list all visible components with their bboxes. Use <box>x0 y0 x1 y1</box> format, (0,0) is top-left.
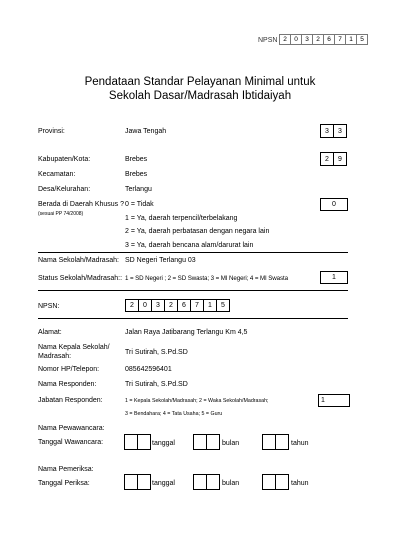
date-digit-box[interactable] <box>193 434 207 450</box>
header-npsn-digit: 6 <box>323 34 335 45</box>
provinsi-code <box>320 124 347 138</box>
status-label: Status Sekolah/Madrasah:: <box>38 275 123 282</box>
month-unit-label: bulan <box>222 440 240 447</box>
kabupaten-code-digit: 2 <box>320 152 334 166</box>
date-digit-box[interactable] <box>124 434 138 450</box>
responden-label: Nama Responden: <box>38 381 97 388</box>
jabatan-options-line2: 3 = Bendahara; 4 = Tata Usaha; 5 = Guru <box>125 411 223 417</box>
telepon-value: 085642596401 <box>125 366 172 373</box>
khusus-option: 3 = Ya, daerah bencana alam/darurat lain <box>125 242 254 249</box>
tgl-periksa-year[interactable] <box>262 474 289 490</box>
header-npsn-digit: 3 <box>301 34 313 45</box>
kepala-value: Tri Sutirah, S.Pd.SD <box>125 349 188 356</box>
tgl-wawancara-day[interactable] <box>124 434 151 450</box>
npsn-digit: 2 <box>164 299 178 312</box>
khusus-label: Berada di Daerah Khusus ? <box>38 201 124 208</box>
date-digit-box[interactable] <box>124 474 138 490</box>
sekolah-label: Nama Sekolah/Madrasah: <box>38 257 119 264</box>
provinsi-value: Jawa Tengah <box>125 128 167 135</box>
khusus-option: 1 = Ya, daerah terpencil/terbelakang <box>125 215 238 222</box>
date-digit-box[interactable] <box>137 434 151 450</box>
header-npsn-digit: 0 <box>290 34 302 45</box>
date-digit-box[interactable] <box>262 474 276 490</box>
khusus-option: 0 = Tidak <box>125 201 154 208</box>
responden-value: Tri Sutirah, S.Pd.SD <box>125 381 188 388</box>
header-npsn-digit: 2 <box>279 34 291 45</box>
date-digit-box[interactable] <box>275 474 289 490</box>
khusus-note: (sesuai PP 74/2008) <box>38 211 84 217</box>
npsn-digit: 6 <box>177 299 191 312</box>
provinsi-code-digit: 3 <box>320 124 334 138</box>
kabupaten-label: Kabupaten/Kota: <box>38 156 91 163</box>
jabatan-label: Jabatan Responden: <box>38 397 103 404</box>
date-digit-box[interactable] <box>275 434 289 450</box>
npsn-digits <box>125 299 230 312</box>
day-unit-label: tanggal <box>152 440 175 447</box>
jabatan-options-line1: 1 = Kepala Sekolah/Madrasah; 2 = Waka Sekolah/Madrasah; <box>125 398 269 404</box>
section-divider <box>38 252 348 253</box>
npsn-digit: 7 <box>190 299 204 312</box>
khusus-option: 2 = Ya, daerah perbatasan dengan negara lain <box>125 228 270 235</box>
section-divider <box>38 290 348 291</box>
tgl-wawancara-month[interactable] <box>193 434 220 450</box>
tgl-wawancara-label: Tanggal Wawancara: <box>38 439 104 446</box>
year-unit-label: tahun <box>291 480 309 487</box>
alamat-label: Alamat: <box>38 329 62 336</box>
header-npsn-digit: 1 <box>345 34 357 45</box>
header-npsn-digit: 7 <box>334 34 346 45</box>
npsn-label: NPSN: <box>38 303 60 310</box>
kabupaten-code-digit: 9 <box>333 152 347 166</box>
month-unit-label: bulan <box>222 480 240 487</box>
tgl-periksa-month[interactable] <box>193 474 220 490</box>
npsn-digit: 3 <box>151 299 165 312</box>
page-title-line2: Sekolah Dasar/Madrasah Ibtidaiyah <box>108 90 292 102</box>
kepala-label-line2: Madrasah: <box>38 353 72 360</box>
day-unit-label: tanggal <box>152 480 175 487</box>
section-divider <box>38 318 348 319</box>
sekolah-value: SD Negeri Terlangu 03 <box>125 257 196 264</box>
jabatan-value-box: 1 <box>318 394 350 407</box>
desa-label: Desa/Kelurahan: <box>38 186 91 193</box>
kepala-label-line1: Nama Kepala Sekolah/ <box>38 344 110 351</box>
status-value-box: 1 <box>320 271 348 284</box>
kabupaten-code <box>320 152 347 166</box>
npsn-digit: 5 <box>216 299 230 312</box>
khusus-value-box: 0 <box>320 198 348 211</box>
year-unit-label: tahun <box>291 440 309 447</box>
pewawancara-label: Nama Pewawancara: <box>38 425 105 432</box>
npsn-digit: 0 <box>138 299 152 312</box>
telepon-label: Nomor HP/Telepon: <box>38 366 100 373</box>
tgl-periksa-label: Tanggal Periksa: <box>38 480 90 487</box>
kabupaten-value: Brebes <box>125 156 148 163</box>
page-title-line1: Pendataan Standar Pelayanan Minimal untuk <box>84 76 316 88</box>
tgl-periksa-day[interactable] <box>124 474 151 490</box>
date-digit-box[interactable] <box>206 474 220 490</box>
header-npsn-digit: 2 <box>312 34 324 45</box>
tgl-wawancara-year[interactable] <box>262 434 289 450</box>
desa-value: Terlangu <box>125 186 152 193</box>
kecamatan-value: Brebes <box>125 171 148 178</box>
date-digit-box[interactable] <box>193 474 207 490</box>
kecamatan-label: Kecamatan: <box>38 171 76 178</box>
date-digit-box[interactable] <box>206 434 220 450</box>
pemeriksa-label: Nama Pemeriksa: <box>38 466 94 473</box>
npsn-digit: 2 <box>125 299 139 312</box>
date-digit-box[interactable] <box>262 434 276 450</box>
status-options: 1 = SD Negeri ; 2 = SD Swasta; 3 = MI Negeri; 4 = MI Swasta <box>125 275 288 282</box>
npsn-digit: 1 <box>203 299 217 312</box>
date-digit-box[interactable] <box>137 474 151 490</box>
header-npsn-digits <box>279 34 368 45</box>
provinsi-label: Provinsi: <box>38 128 65 135</box>
provinsi-code-digit: 3 <box>333 124 347 138</box>
alamat-value: Jalan Raya Jatibarang Terlangu Km 4,5 <box>125 329 248 336</box>
header-npsn-label: NPSN <box>258 37 278 44</box>
header-npsn-digit: 5 <box>356 34 368 45</box>
